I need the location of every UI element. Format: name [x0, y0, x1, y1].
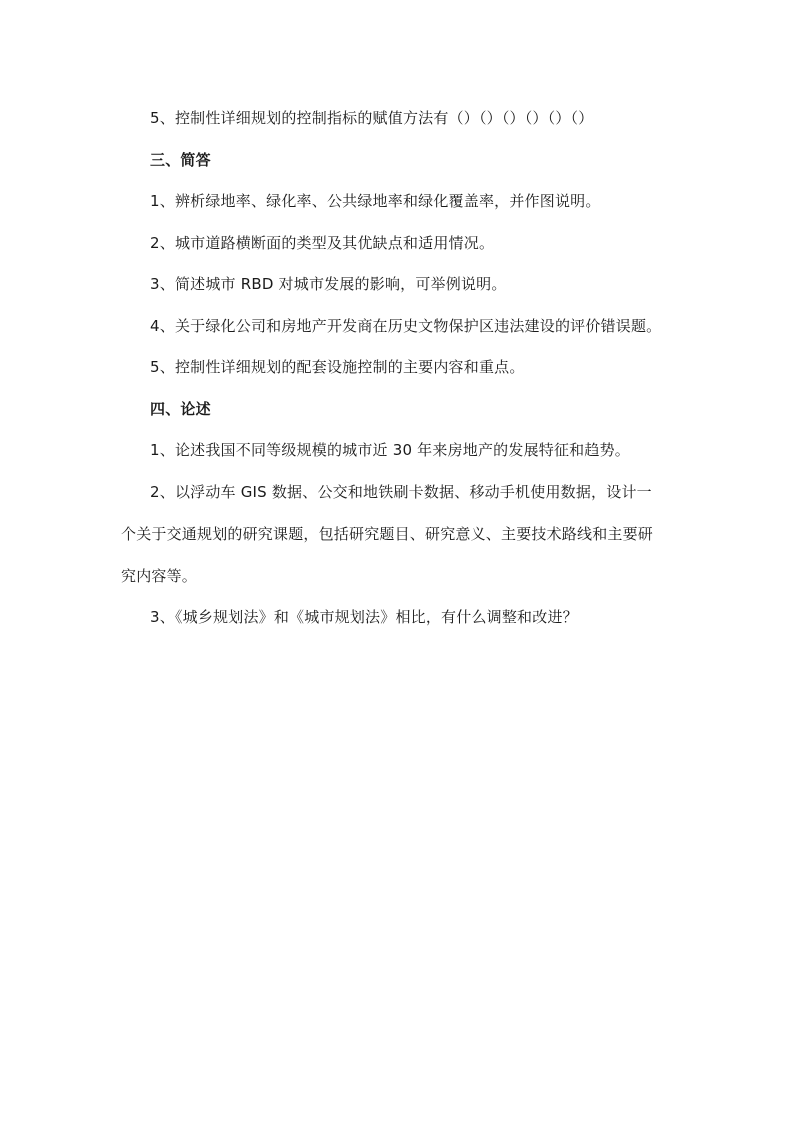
short-answer-item-5: 5、控制性详细规划的配套设施控制的主要内容和重点。 [150, 358, 525, 376]
essay-item-2-line-2: 个关于交通规划的研究课题，包括研究题目、研究意义、主要技术路线和主要研 [121, 525, 654, 543]
section-heading-essay: 四、论述 [150, 400, 211, 418]
essay-item-2-line-3: 究内容等。 [121, 567, 198, 585]
section-heading-short-answer: 三、简答 [150, 151, 211, 169]
essay-item-1: 1、论述我国不同等级规模的城市近 30 年来房地产的发展特征和趋势。 [150, 441, 630, 459]
essay-item-2-line-1: 2、以浮动车 GIS 数据、公交和地铁刷卡数据、移动手机使用数据，设计一 [150, 483, 652, 501]
short-answer-item-3: 3、简述城市 RBD 对城市发展的影响，可举例说明。 [150, 275, 507, 293]
short-answer-item-1: 1、辨析绿地率、绿化率、公共绿地率和绿化覆盖率，并作图说明。 [150, 192, 601, 210]
fill-in-blank-item-5: 5、控制性详细规划的控制指标的赋值方法有（）（）（）（）（）（） [150, 109, 594, 127]
short-answer-item-2: 2、城市道路横断面的类型及其优缺点和适用情况。 [150, 234, 495, 252]
essay-item-3: 3、《城乡规划法》和《城市规划法》相比，有什么调整和改进？ [150, 608, 578, 626]
short-answer-item-4: 4、关于绿化公司和房地产开发商在历史文物保护区违法建设的评价错误题。 [150, 317, 662, 335]
